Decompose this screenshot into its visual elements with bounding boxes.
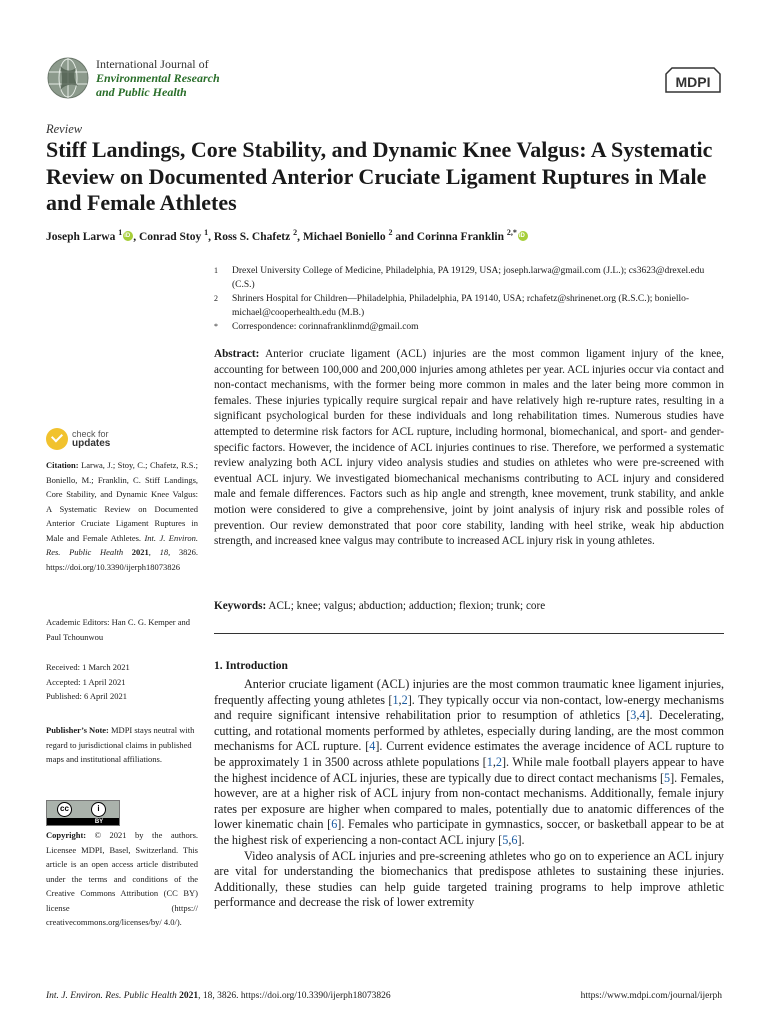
author-affiliation-mark: 2 [388, 228, 393, 237]
creative-commons-icon: cc [57, 802, 72, 817]
reference-link[interactable]: 4 [639, 708, 646, 723]
journal-logo [46, 56, 90, 100]
affiliation-text: Drexel University College of Medicine, Philadelphia, PA 19129, USA; joseph.larwa@gmail.com (J.L.); cs3623@drexel.edu (C.S.) [232, 266, 705, 290]
publisher-note-label: Publisher’s Note: [46, 725, 109, 735]
section-heading-introduction: 1. Introduction [214, 660, 288, 672]
journal-name-line3: and Public Health [96, 85, 187, 99]
copyright-label: Copyright: [46, 830, 87, 840]
author-affiliation-mark: 2,* [506, 228, 517, 237]
body-text: , [398, 692, 402, 707]
publisher-note-text: MDPI stays neutral with regard to jurisdictional claims in published maps and institutional affiliations. [46, 725, 195, 764]
citation-doi[interactable]: , 3826. https://doi.org/10.3390/ijerph18073826 [46, 547, 199, 572]
accepted-date: Accepted: 1 April 2021 [46, 676, 126, 687]
author-separator: , [208, 230, 214, 243]
journal-name [96, 57, 220, 99]
author-name: Michael Boniello [302, 230, 389, 243]
copyright-notice [46, 828, 198, 930]
keywords [214, 599, 724, 614]
academic-editors: Academic Editors: Han C. G. Kemper and Paul Tchounwou [46, 617, 190, 642]
copyright-text: © 2021 by the authors. Licensee MDPI, Basel, Switzerland. This article is an open access article distributed under the terms and conditions of the Creative Commons Attribution (CC BY) license (https:// creativecommons.org/licenses/by/ 4.0/). [46, 830, 199, 927]
footer-doi[interactable]: , 18, 3826. https://doi.org/10.3390/ijerph18073826 [198, 991, 391, 1001]
check-icon [46, 428, 68, 450]
body-text: ]. Females who participate in gymnastics, soccer, or basketball appear to be at the highest risk of experiencing a non-contact ACL injury [ [214, 817, 724, 847]
body-text: , [492, 754, 496, 769]
publisher-note [46, 723, 198, 767]
journal-name-line1: International Journal of [96, 57, 209, 71]
reference-link[interactable]: 5 [664, 770, 671, 785]
footer-journal-url[interactable]: https://www.mdpi.com/journal/ijerph [580, 991, 722, 1001]
affiliation-text: Correspondence: corinnafranklinmd@gmail.com [232, 322, 419, 332]
reference-link[interactable]: 1 [392, 692, 399, 707]
affiliation-mark: 2 [214, 294, 218, 303]
reference-link[interactable]: 1 [486, 754, 493, 769]
citation-text: Larwa, J.; Stoy, C.; Chafetz, R.S.; Boniello, M.; Franklin, C. Stiff Landings, Core Stability, and Dynamic Knee Valgus: A Systematic Review on Documented Anterior Cruciate Ligament Ruptures in Male and Female Athletes. [46, 460, 198, 543]
author-name: Joseph Larwa [46, 230, 119, 243]
reference-link[interactable]: 5 [502, 832, 509, 847]
intro-paragraph-2: Video analysis of ACL injuries and pre-screening athletes who go on to experience an ACL injury are vital for understanding the biomechanics that predispose athletes to sustaining these injuries. Additionally, these studies can help guide targeted training programs to help improve athletic performance and decrease the risk of lower extremity [214, 848, 724, 910]
article-title: Stiff Landings, Core Stability, and Dynamic Knee Valgus: A Systematic Review on Documented Anterior Cruciate Ligament Ruptures in Male and Female Athletes [46, 137, 713, 215]
cc-by-label: BY [94, 819, 104, 825]
author-name: Conrad Stoy [138, 230, 205, 243]
author-name: Corinna Franklin [416, 230, 507, 243]
affiliation-text: Shriners Hospital for Children—Philadelphia, Philadelphia, PA 19140, USA; rchafetz@shrinenet.org (R.S.C.); boniello-michael@cooperhealth.edu (M.B.) [232, 294, 690, 318]
author-affiliation-mark: 1 [118, 228, 123, 237]
abstract-text: Anterior cruciate ligament (ACL) injuries are the most common ligament injury of the knee, accounting for between 100,000 and 200,000 injuries among athletes per year. ACL injuries occur via contact and non-contact mechanisms, with the former being more common in males and the later being more common in females. These injuries typically require surgical repair and have relatively high re-rupture rates, resulting in a significant psychological burden for these individuals and long rehabilitation times. Numerous studies have attempted to determine risk factors for ACL rupture, including hormonal, biomechanical, and sport- and gender-specific factors. However, the incidence of ACL injuries continues to rise. Therefore, we performed a systematic review analyzing both ACL injury video analysis studies and studies on athletes who were pre-screened with eventual ACL injury. We investigated biomechanical mechanisms contributing to ACL injury and considered male and female differences. Factors such as hip angle and strength, knee movement, trunk stability, and ankle motion were considered to give a comprehensive, joint by joint analysis of injury risk and possible roles of prevention. Our review demonstrated that poor core stability, landing with heel strike, weak hip abduction strength, and increased knee valgus may contribute to increased ACL injury risk in young athletes. [214, 348, 724, 548]
intro-paragraph-1 [214, 677, 724, 849]
cc-by-license-badge[interactable] [46, 800, 120, 826]
check-for-updates-badge[interactable] [46, 428, 136, 452]
reference-link[interactable]: 2 [401, 692, 408, 707]
body-text: ]. Decelerating, cutting, and rotational moments performed by athletes, especially during landing, are the most common mechanisms for ACL rupture. [ [214, 708, 724, 754]
citation-volume: 18 [159, 547, 169, 557]
reference-link[interactable]: 3 [630, 708, 637, 723]
author-affiliation-mark: 1 [204, 228, 209, 237]
footer-journal: Int. J. Environ. Res. Public Health [46, 991, 177, 1001]
orcid-icon[interactable] [518, 231, 528, 241]
affiliation-item [214, 292, 726, 320]
citation: Citation: Larwa, J.; Stoy, C.; Chafetz, R.S.; Boniello, M.; Franklin, C. Stiff Landings, Core Stability, and Dynamic Knee Valgus: A Systematic Review on Documented Anterior Cruciate Ligament Ruptures in Male and Female Athletes. Int. J. Environ. Res. Public Health 2021, 18, 3826. https://doi.org/10.3390/ijerph18073826 [46, 460, 199, 572]
published-date: Published: 6 April 2021 [46, 691, 127, 701]
body-text: , [636, 708, 640, 723]
body-text: ]. While male football players appear to have the highest incidence of ACL injuries, these are typically due to direct contact mechanisms [ [214, 754, 724, 785]
orcid-icon[interactable] [123, 231, 133, 241]
article-type: Review [46, 122, 83, 136]
citation-label: Citation: [46, 460, 79, 470]
abstract-label: Abstract: [214, 348, 260, 360]
affiliations [214, 264, 726, 334]
divider [214, 633, 724, 634]
publication-dates [46, 660, 198, 704]
reference-link[interactable]: 2 [495, 754, 502, 769]
author-name: Ross S. Chafetz [213, 230, 294, 243]
body-text: ]. Females, however, are at a higher risk of ACL injury from non-contact mechanisms. Additionally, female injury rates per exposure are higher when compared to males, potentially due to anatomic differences of the lower kinematic chain [ [214, 770, 724, 832]
author-affiliation-mark: 2 [293, 228, 298, 237]
reference-link[interactable]: 4 [369, 739, 376, 754]
citation-year: 2021 [131, 547, 149, 557]
reference-link[interactable]: 6 [331, 817, 338, 832]
author-separator: and [392, 230, 417, 243]
author-separator: , [297, 230, 303, 243]
body-text: ]. [517, 832, 525, 847]
affiliation-item [214, 264, 726, 292]
journal-name-line2: Environmental Research [96, 71, 220, 85]
citation-journal: Int. J. Environ. Res. Public Health [46, 532, 198, 557]
reference-link[interactable]: 6 [511, 832, 518, 847]
body-text: Anterior cruciate ligament (ACL) injuries are the most common traumatic knee ligament injuries, frequently affecting young athletes [ [214, 677, 724, 707]
affiliation-item [214, 320, 726, 334]
mdpi-logo [664, 64, 722, 96]
author-list [46, 228, 736, 243]
publisher-name: MDPI [675, 74, 711, 90]
updates-label: updates [72, 438, 111, 449]
keywords-text: ACL; knee; valgus; abduction; adduction; flexion; trunk; core [268, 600, 546, 612]
affiliation-mark: * [214, 322, 218, 331]
attribution-icon: i [91, 802, 106, 817]
abstract [214, 347, 724, 550]
affiliation-mark: 1 [214, 266, 218, 275]
keywords-label: Keywords: [214, 600, 267, 612]
body-text: ]. Current evidence estimates the average incidence of ACL rupture to be approximately 1 in 3500 across athlete populations [ [214, 739, 725, 769]
footer-year: 2021 [179, 991, 199, 1001]
footer-citation [46, 991, 391, 1001]
introduction-body [214, 677, 724, 911]
body-text: ]. They typically occur via non-contact, low-energy mechanisms and require significant intensive rehabilitation prior to resumption of athletics [ [214, 692, 724, 723]
author-separator: , [133, 230, 139, 243]
check-for-label: check for [72, 429, 109, 439]
body-text: , [508, 832, 512, 847]
received-date: Received: 1 March 2021 [46, 662, 130, 672]
